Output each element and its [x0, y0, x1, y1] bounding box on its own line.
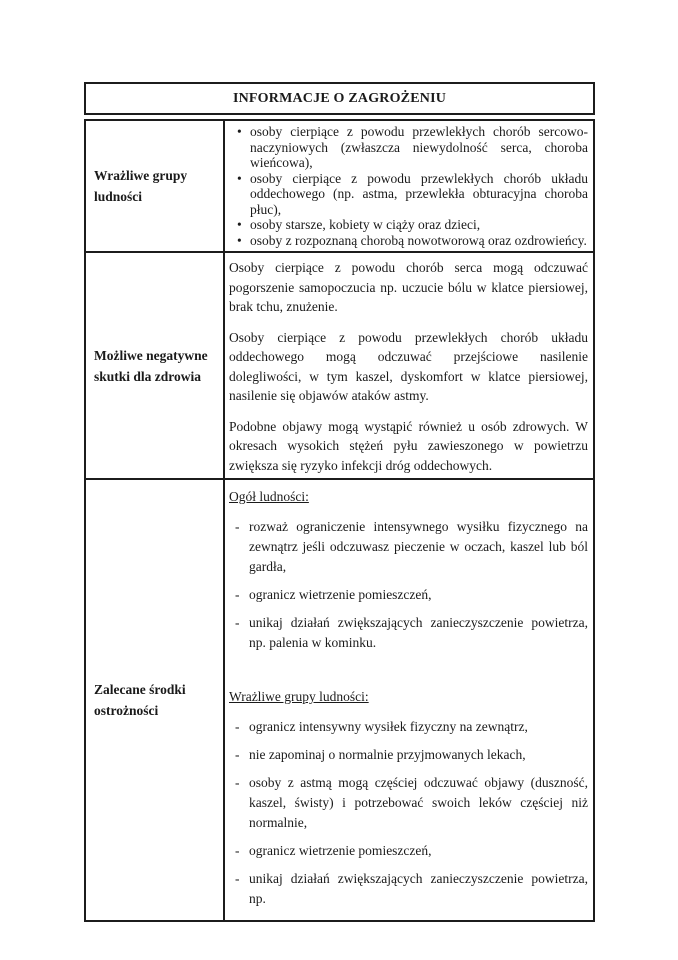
- row-content-precautions: [225, 480, 593, 920]
- table-row-health-effects: [86, 251, 593, 478]
- table-header: [84, 82, 595, 115]
- row-label-precautions: [86, 480, 225, 920]
- list-heading: Wrażliwe grupy ludności:: [229, 689, 369, 704]
- table-title: INFORMACJE O ZAGROŻENIU: [232, 90, 447, 106]
- dash-item: - nie zapominaj o normalnie przyjmowanych lekach,: [229, 745, 588, 765]
- precautions-section-general-population: [229, 487, 588, 653]
- precautions-section-vulnerable-groups: [229, 687, 588, 909]
- row-label-health-effects: [86, 253, 225, 478]
- bullet-item: • osoby z rozpoznaną chorobą nowotworową oraz ozdrowieńcy.: [229, 233, 588, 249]
- row-label-text: Zalecane środki ostrożności: [94, 682, 186, 718]
- bullet-item: • osoby cierpiące z powodu przewlekłych chorób układu oddechowego (np. astma, przewlekła obturacyjna choroba płuc),: [229, 171, 588, 218]
- dash-item: - rozważ ograniczenie intensywnego wysiłku fizycznego na zewnątrz jeśli odczuwasz pieczenie w oczach, kaszel lub ból gardła,: [229, 517, 588, 577]
- row-label-text: Wrażliwe grupy ludności: [94, 168, 188, 204]
- dash-item: - unikaj działań zwiększających zanieczyszczenie powietrza, np. palenia w kominku.: [229, 613, 588, 653]
- paragraph: Osoby cierpiące z powodu przewlekłych chorób układu oddechowego mogą odczuwać przejściowe nasilenie dolegliwości, w tym kaszel, dyskomfort w klatce piersiowej, nasilenie się objawów ataków astmy.: [229, 329, 588, 403]
- bullet-item: • osoby cierpiące z powodu przewlekłych chorób sercowo-naczyniowych (zwłaszcza niewydolność serca, choroba wieńcowa),: [229, 124, 588, 171]
- row-content-health-effects: [225, 253, 593, 478]
- row-label-vulnerable-groups: [86, 121, 225, 251]
- dash-item: - osoby z astmą mogą częściej odczuwać objawy (duszność, kaszel, świsty) i potrzebować swoich leków częściej niż normalnie,: [229, 773, 588, 833]
- dash-item: - ogranicz wietrzenie pomieszczeń,: [229, 585, 588, 605]
- bullet-item: • osoby starsze, kobiety w ciąży oraz dzieci,: [229, 217, 588, 233]
- hazard-info-table: [84, 82, 595, 922]
- table-row-vulnerable-groups: [86, 121, 593, 251]
- dash-item: - unikaj działań zwiększających zanieczyszczenie powietrza, np.: [229, 869, 588, 909]
- paragraph: Podobne objawy mogą wystąpić również u osób zdrowych. W okresach wysokich stężeń pyłu zawieszonego w powietrzu zwiększa się ryzyko infekcji dróg oddechowych.: [229, 418, 588, 473]
- paragraph: Osoby cierpiące z powodu chorób serca mogą odczuwać pogorszenie samopoczucia np. uczucie bólu w klatce piersiowej, brak tchu, znużenie.: [229, 260, 588, 314]
- table-body: [84, 119, 595, 922]
- row-label-text: Możliwe negatywne skutki dla zdrowia: [94, 347, 208, 384]
- list-heading: Ogół ludności:: [229, 489, 309, 504]
- dash-item: - ogranicz intensywny wysiłek fizyczny na zewnątrz,: [229, 717, 588, 737]
- dash-item: - ogranicz wietrzenie pomieszczeń,: [229, 841, 588, 861]
- table-row-precautions: [86, 478, 593, 920]
- row-content-vulnerable-groups: [225, 121, 593, 251]
